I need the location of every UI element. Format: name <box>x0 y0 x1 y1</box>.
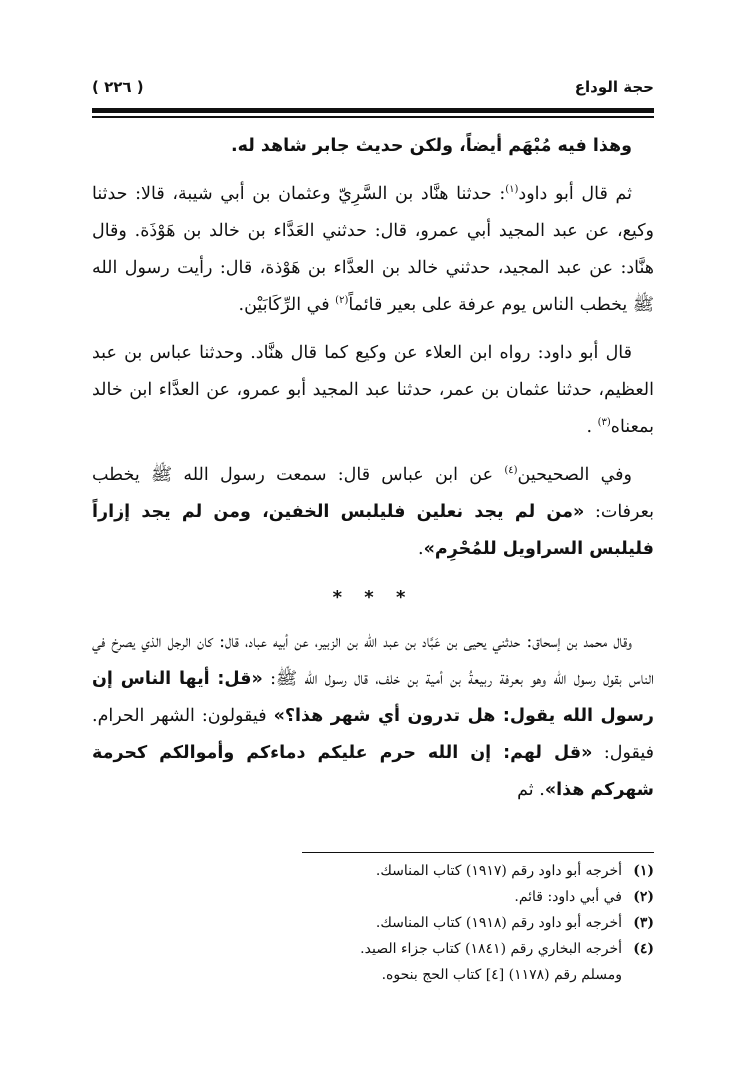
page-number: ( ٢٢٦ ) <box>92 78 144 96</box>
footnotes <box>92 858 654 988</box>
footnote-3: (٣)أخرجه أبو داود رقم (١٩١٨) كتاب المناسك. <box>375 915 654 931</box>
header-rule-thin <box>92 116 654 118</box>
hadith-quote: «قل: أيها الناس إن رسول الله يقول: هل تدرون أي شهر هذا؟» <box>92 669 654 726</box>
section-separator: * * * <box>332 587 414 608</box>
paragraph-5: وقال محمد بن إسحاق: حدثني يحيى بن عَبَّاد بن عبد الله بن الزبير، عن أبيه عباد، قال: كان الرجل الذي يصرخ في الناس بقول رسول الله وهو بعرفة ربيعةُ بن أمية بن خلف، قال رسول الله ﷺ: «قل: أيها الناس إن رسول الله يقول: هل تدرون أي شهر هذا؟» فيقولون: الشهر الحرام. فيقول: «قل لهم: إن الله حرم عليكم دماءكم وأموالكم كحرمة شهركم هذا». ثم <box>92 632 654 800</box>
footnote-2: (٢)في أبي داود: قائم. <box>514 889 654 905</box>
header-rule-thick <box>92 108 654 113</box>
footnote-ref-3: (٣) <box>597 417 611 429</box>
paragraph-3: قال أبو داود: رواه ابن العلاء عن وكيع كما قال هنَّاد. وحدثنا عباس بن عبد العظيم، حدثنا عثمان بن عمر، حدثنا عبد المجيد أبو عمرو، عن العدَّاء ابن خالد بمعناه$^{(٣)}$ . <box>92 343 654 437</box>
footnote-separator <box>302 852 654 853</box>
hadith-quote: «قل لهم: إن الله حرم عليكم دماءكم وأموالكم كحرمة شهركم هذا» <box>92 743 654 800</box>
running-title: حجة الوداع <box>574 78 654 96</box>
footnote-ref-4: (٤) <box>504 465 518 477</box>
paragraph-2: ثم قال أبو داود$^{(١)}$: حدثنا هنَّاد بن السَّرِيّ وعثمان بن أبي شيبة، قالا: حدثنا وكيع، عن عبد المجيد أبي عمرو، قال: حدثني العَدَّاء بن خالد بن هَوْذَة. وقال هنَّاد: عن عبد المجيد، حدثني خالد بن العدَّاء بن هَوْذة، قال: رأيت رسول الله ﷺ يخطب الناس يوم عرفة على بعير قائماً$^{(٢)}$ في الرِّكَابَيْن. <box>92 184 654 315</box>
main-text <box>92 128 654 820</box>
footnote-1: (١)أخرجه أبو داود رقم (١٩١٧) كتاب المناسك. <box>375 863 654 879</box>
paragraph-1: وهذا فيه مُبْهَم أيضاً، ولكن حديث جابر شاهد له. <box>230 136 632 156</box>
hadith-quote: «من لم يجد نعلين فليلبس الخفين، ومن لم يجد إزاراً فليلبس السراويل للمُحْرِم» <box>92 502 654 559</box>
footnote-ref-2: (٢) <box>335 295 349 307</box>
footnote-4-continuation: ومسلم رقم (١١٧٨) [٤] كتاب الحج بنحوه. <box>381 967 622 983</box>
page-header <box>92 74 654 100</box>
paragraph-4: وفي الصحيحين$^{(٤)}$ عن ابن عباس قال: سمعت رسول الله ﷺ يخطب بعرفات: «من لم يجد نعلين فليلبس الخفين، ومن لم يجد إزاراً فليلبس السراويل للمُحْرِم». <box>92 465 654 559</box>
footnote-4: (٤)أخرجه البخاري رقم (١٨٤١) كتاب جزاء الصيد. <box>360 941 654 957</box>
footnote-ref-1: (١) <box>505 184 519 196</box>
